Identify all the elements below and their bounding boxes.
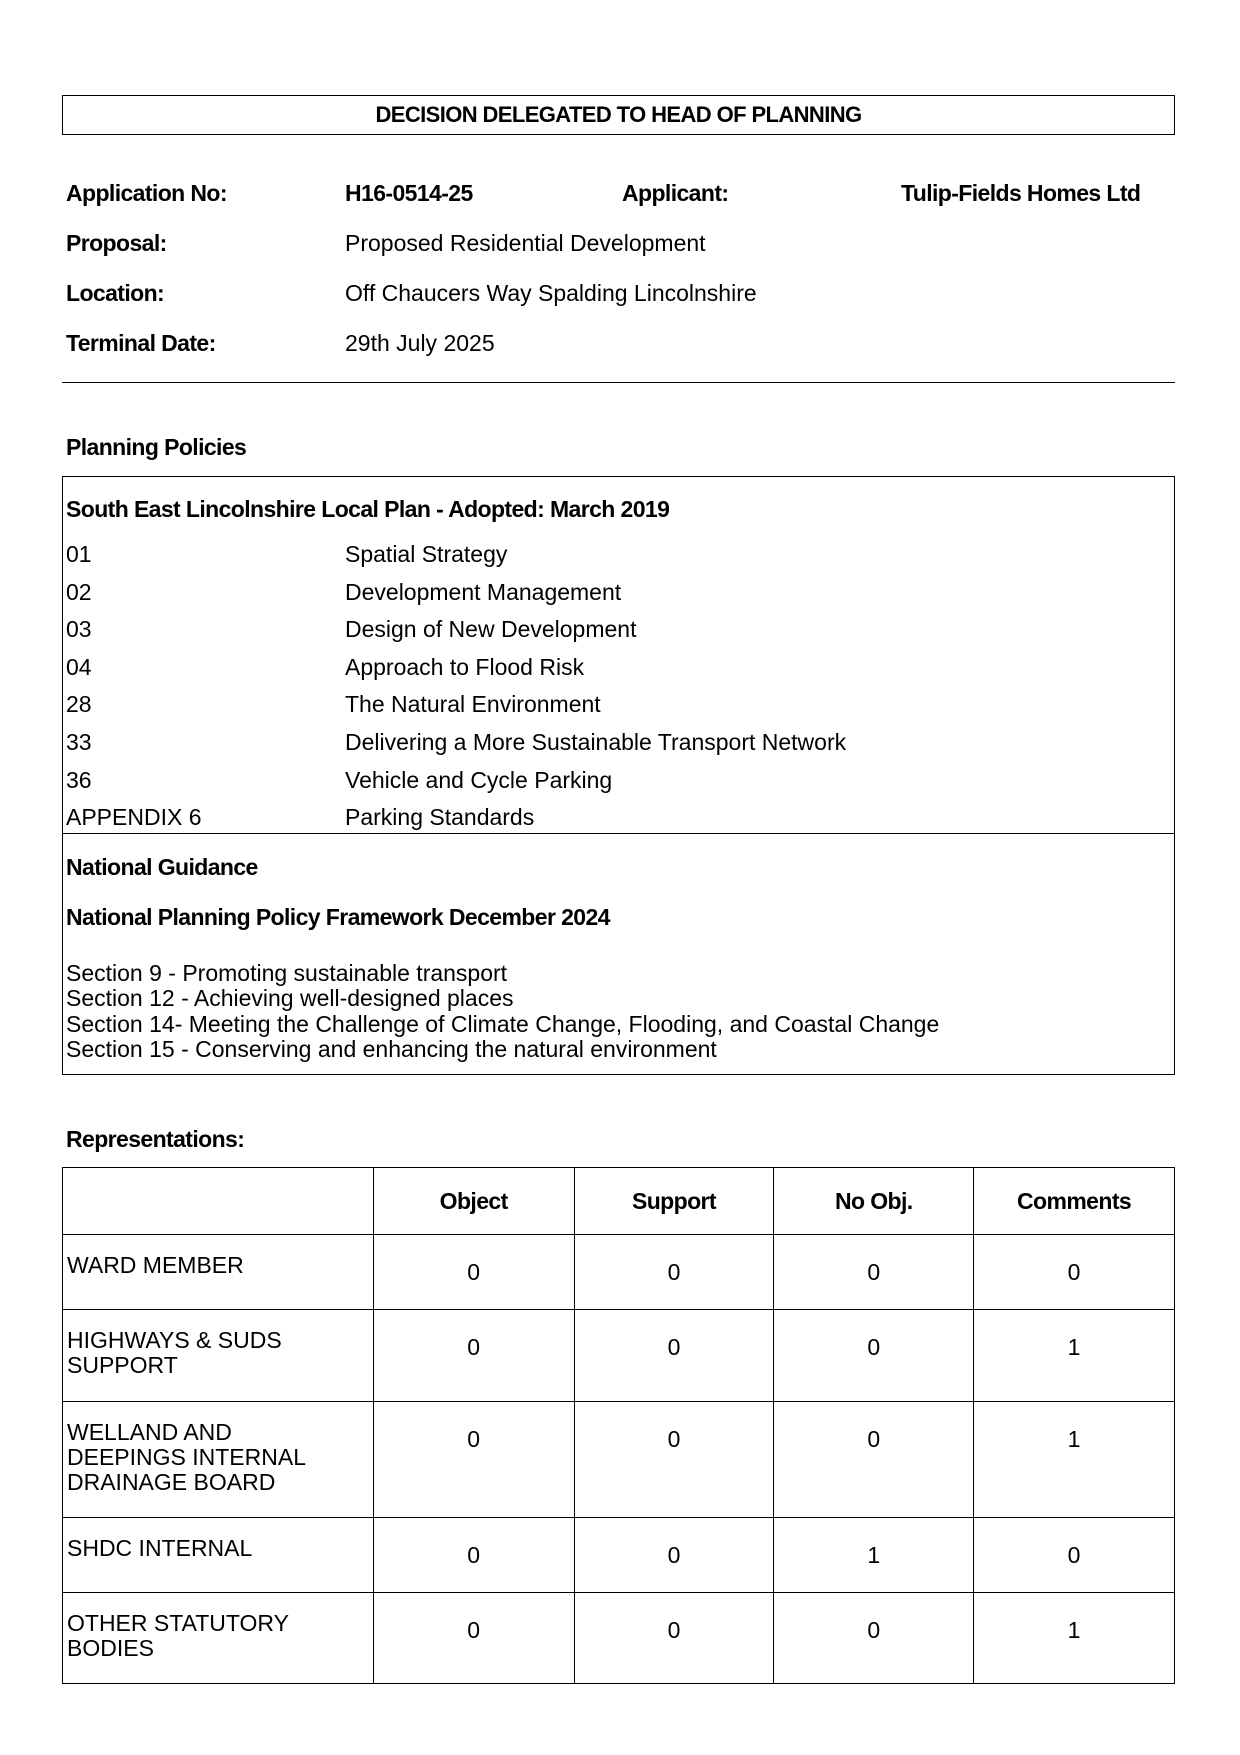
proposal-label: Proposal: [66,230,167,256]
column-header: Support [574,1168,774,1235]
proposal: Proposed Residential Development [345,230,706,256]
column-header: Comments [974,1168,1175,1235]
representations-heading: Representations: [66,1126,245,1152]
policy-code: 01 [66,541,92,567]
document-title: DECISION DELEGATED TO HEAD OF PLANNING [62,95,1175,135]
table-header-row [63,1168,1175,1235]
row-label: HIGHWAYS & SUDS SUPPORT [63,1310,374,1402]
count-cell: 0 [574,1518,774,1593]
policy-name: Vehicle and Cycle Parking [345,766,613,793]
policy-code: 33 [66,729,92,755]
policy-code: 36 [66,766,92,793]
row-label: OTHER STATUTORY BODIES [63,1593,374,1684]
applicant: Tulip-Fields Homes Ltd [901,180,1141,206]
count-cell: 0 [974,1518,1175,1593]
location-label: Location: [66,280,165,306]
count-cell: 0 [373,1402,574,1518]
column-header: No Obj. [774,1168,974,1235]
row-label: WARD MEMBER [63,1235,374,1310]
count-cell: 0 [774,1235,974,1310]
table-row [63,1402,1175,1518]
policy-name: Delivering a More Sustainable Transport Network [345,729,847,755]
count-cell: 0 [774,1310,974,1402]
table-row [63,1593,1175,1684]
row-label: WELLAND AND DEEPINGS INTERNAL DRAINAGE BOARD [63,1402,374,1518]
count-cell: 0 [574,1310,774,1402]
count-cell: 0 [774,1593,974,1684]
count-cell: 0 [974,1235,1175,1310]
policy-code: APPENDIX 6 [66,804,202,831]
policy-code: 28 [66,691,92,718]
local-plan-heading: South East Lincolnshire Local Plan - Adopted: March 2019 [66,496,670,522]
policy-name: The Natural Environment [345,691,601,718]
applicant-label: Applicant: [622,180,729,206]
nppf-heading: National Planning Policy Framework December 2024 [66,904,610,930]
table-row [63,1235,1175,1310]
count-cell: 0 [373,1235,574,1310]
divider [62,382,1175,383]
row-label: SHDC INTERNAL [63,1518,374,1593]
count-cell: 0 [373,1518,574,1593]
table-row [63,1518,1175,1593]
count-cell: 0 [373,1593,574,1684]
policy-name: Parking Standards [345,804,535,831]
nppf-section: Section 9 - Promoting sustainable transport [66,960,508,986]
count-cell: 0 [574,1235,774,1310]
policy-name: Development Management [345,578,622,605]
application-no-label: Application No: [66,180,227,206]
count-cell: 1 [774,1518,974,1593]
count-cell: 1 [974,1593,1175,1684]
column-header [63,1168,374,1235]
policy-code: 03 [66,616,92,643]
nppf-section: Section 14- Meeting the Challenge of Climate Change, Flooding, and Coastal Change [66,1010,940,1037]
policy-name: Approach to Flood Risk [345,653,585,680]
application-no: H16-0514-25 [345,180,473,206]
count-cell: 0 [774,1402,974,1518]
policy-code: 02 [66,578,92,605]
policy-name: Design of New Development [345,616,637,643]
terminal-date: 29th July 2025 [345,330,495,356]
count-cell: 1 [974,1310,1175,1402]
location: Off Chaucers Way Spalding Lincolnshire [345,280,757,306]
nppf-section: Section 15 - Conserving and enhancing the natural environment [66,1035,717,1062]
policies-divider [62,833,1175,834]
column-header: Object [373,1168,574,1235]
table-row [63,1310,1175,1402]
count-cell: 0 [373,1310,574,1402]
nppf-section: Section 12 - Achieving well-designed places [66,985,514,1012]
national-guidance-heading: National Guidance [66,854,258,880]
count-cell: 0 [574,1402,774,1518]
policy-code: 04 [66,653,92,680]
terminal-date-label: Terminal Date: [66,330,216,356]
representations-table [62,1167,1175,1684]
planning-policies-heading: Planning Policies [66,434,247,460]
count-cell: 1 [974,1402,1175,1518]
count-cell: 0 [574,1593,774,1684]
policy-name: Spatial Strategy [345,541,508,567]
